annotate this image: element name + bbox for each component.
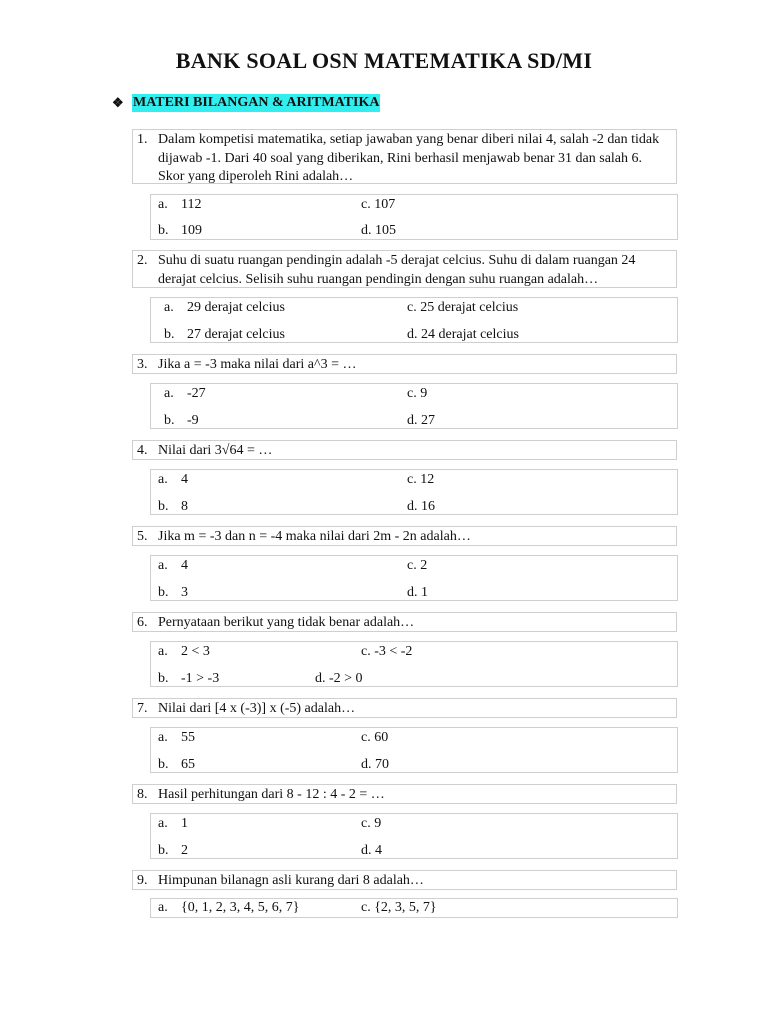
question-9 [132, 870, 677, 890]
question-number: 7. [137, 701, 148, 716]
question-text: Nilai dari 3√64 = … [158, 443, 273, 458]
question-6 [132, 612, 677, 632]
answer-options-6 [150, 641, 678, 687]
question-4 [132, 440, 677, 460]
option-a: a. 29 derajat celcius [164, 300, 285, 315]
answer-options-2 [150, 297, 678, 343]
option-c: c. 25 derajat celcius [407, 300, 519, 315]
option-d: d. 27 [407, 413, 435, 428]
option-a: a. 55 [158, 730, 195, 745]
option-a: a. 1 [158, 816, 188, 831]
option-d: d. 1 [407, 585, 428, 600]
option-b: b. 8 [158, 499, 188, 514]
question-number: 3. [137, 357, 148, 372]
option-d: d. 24 derajat celcius [407, 327, 519, 342]
section-label: MATERI BILANGAN & ARITMATIKA [133, 95, 380, 110]
answer-options-9 [150, 898, 678, 918]
answer-options-3 [150, 383, 678, 429]
option-b: b. -1 > -3 [158, 671, 220, 686]
option-a: a. 112 [158, 197, 202, 212]
question-number: 1. [137, 132, 148, 147]
option-c: c. 107 [361, 197, 396, 212]
question-number: 8. [137, 787, 148, 802]
answer-options-1 [150, 194, 678, 240]
answer-options-5 [150, 555, 678, 601]
option-d: d. 16 [407, 499, 435, 514]
question-number: 4. [137, 443, 148, 458]
question-number: 2. [137, 253, 148, 268]
question-text: Dalam kompetisi matematika, setiap jawaban yang benar diberi nilai 4, salah -2 dan tidak dijawab -1. Dari 40 soal yang diberikan, Rini berhasil menjawab benar 31 dan salah 6. Skor yang diperoleh Rini adalah… [158, 132, 660, 184]
option-a: a. {0, 1, 2, 3, 4, 5, 6, 7} [158, 900, 300, 915]
answer-options-7 [150, 727, 678, 773]
answer-options-4 [150, 469, 678, 515]
option-a: a. 4 [158, 472, 188, 487]
option-b: b. 2 [158, 843, 188, 858]
option-d: d. 4 [361, 843, 382, 858]
option-c: c. 60 [361, 730, 389, 745]
question-text: Jika m = -3 dan n = -4 maka nilai dari 2m - 2n adalah… [158, 529, 471, 544]
question-3 [132, 354, 677, 374]
question-5 [132, 526, 677, 546]
section-heading [112, 93, 380, 113]
option-b: b. 109 [158, 223, 202, 238]
question-text: Suhu di suatu ruangan pendingin adalah -5 derajat celcius. Suhu di dalam ruangan 24 derajat celcius. Selisih suhu ruangan pendingin dengan suhu ruangan adalah… [158, 253, 636, 287]
option-c: c. 12 [407, 472, 435, 487]
option-b: b. 65 [158, 757, 195, 772]
option-d: d. 70 [361, 757, 389, 772]
question-text: Jika a = -3 maka nilai dari a^3 = … [158, 357, 357, 372]
option-a: a. -27 [164, 386, 206, 401]
question-text: Himpunan bilanagn asli kurang dari 8 adalah… [158, 873, 424, 888]
document-title: BANK SOAL OSN MATEMATIKA SD/MI [175, 48, 593, 73]
question-number: 9. [137, 873, 148, 888]
option-b: b. 27 derajat celcius [164, 327, 285, 342]
question-text: Pernyataan berikut yang tidak benar adalah… [158, 615, 415, 630]
diamond-bullet-icon: ❖ [112, 95, 124, 110]
option-c: c. -3 < -2 [361, 644, 413, 659]
option-c: c. {2, 3, 5, 7} [361, 900, 437, 915]
question-8 [132, 784, 677, 804]
question-text: Hasil perhitungan dari 8 - 12 : 4 - 2 = … [158, 787, 385, 802]
answer-options-8 [150, 813, 678, 859]
option-b: b. 3 [158, 585, 188, 600]
option-a: a. 4 [158, 558, 188, 573]
option-d: d. -2 > 0 [315, 671, 363, 686]
question-number: 5. [137, 529, 148, 544]
option-a: a. 2 < 3 [158, 644, 210, 659]
option-c: c. 9 [407, 386, 428, 401]
question-text: Nilai dari [4 x (-3)] x (-5) adalah… [158, 701, 356, 716]
question-2 [132, 250, 677, 288]
question-1 [132, 129, 677, 184]
question-number: 6. [137, 615, 148, 630]
option-b: b. -9 [164, 413, 199, 428]
question-7 [132, 698, 677, 718]
option-d: d. 105 [361, 223, 396, 238]
option-c: c. 9 [361, 816, 382, 831]
option-c: c. 2 [407, 558, 428, 573]
